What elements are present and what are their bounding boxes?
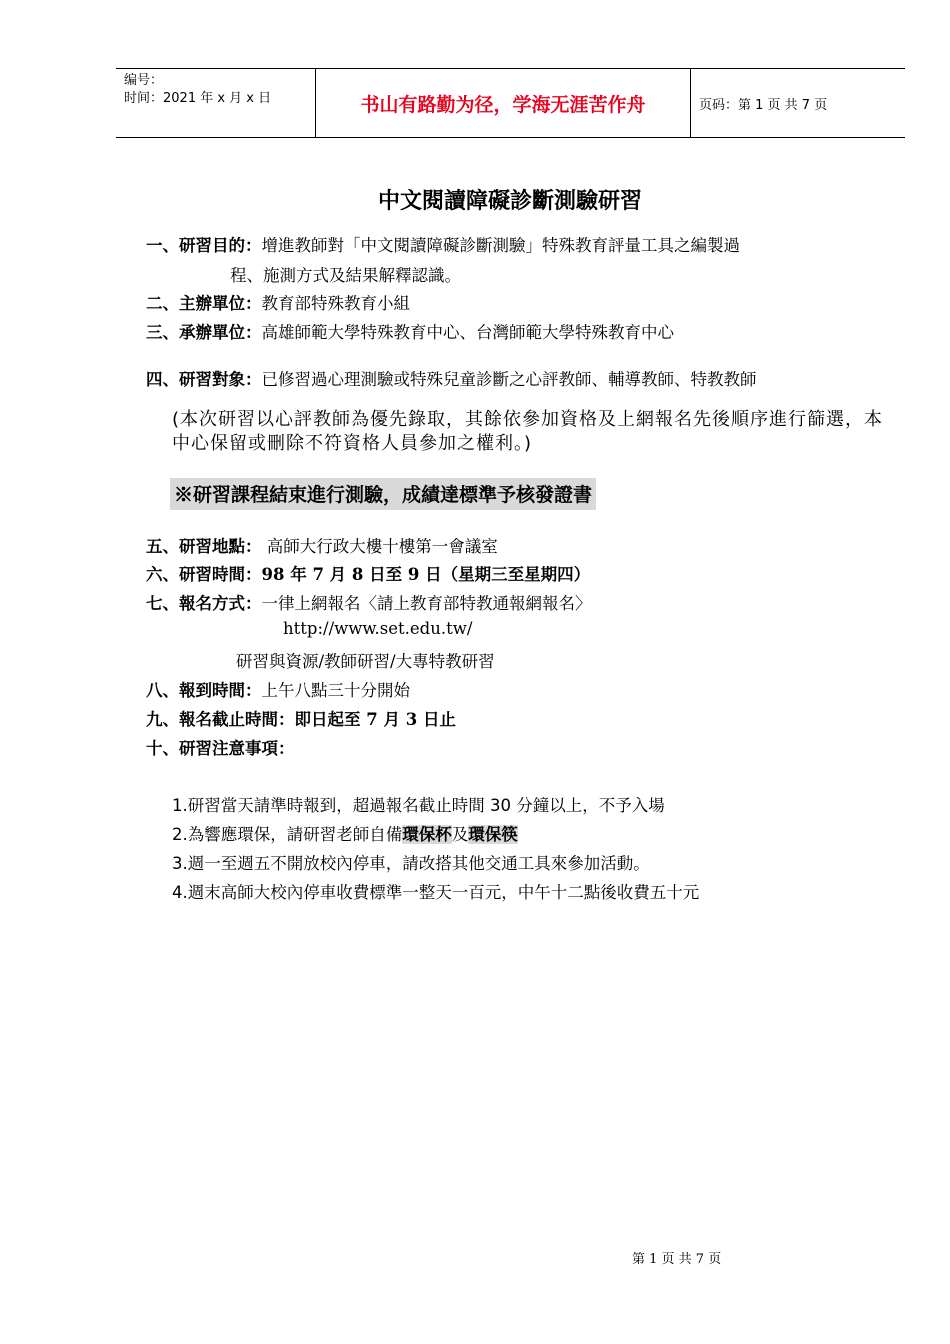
document-title: 中文閱讀障礙診斷測驗研習 [377, 188, 642, 214]
section-checkin [146, 677, 410, 701]
header-page-cell [691, 69, 905, 137]
section-text: 增進教師對「中文閱讀障礙診斷測驗」特殊教育評量工具之編製過 [261, 236, 740, 255]
registration-path: 研習與資源/教師研習/大專特教研習 [236, 652, 495, 671]
section-co-organizer [146, 319, 674, 343]
number-label: 编号： [124, 73, 164, 88]
section-label: 十、研習注意事項： [146, 739, 295, 758]
notice-item-4: 4.週末高師大校內停車收費標準一整天一百元，中午十二點後收費五十元 [172, 883, 700, 902]
page-info: 页码：第 1 页 共 7 页 [699, 97, 828, 113]
section-text: 98 年 7 月 8 日至 9 日（星期三至星期四） [261, 565, 591, 584]
notice-text: 2.為響應環保，請研習老師自備 [172, 825, 403, 844]
section-text: 教育部特殊教育小組 [261, 294, 410, 313]
section-label: 八、報到時間： [146, 681, 262, 700]
notice-item-2 [172, 821, 518, 845]
notice-highlight-chopsticks: 環保筷 [468, 825, 518, 844]
section-text: 上午八點三十分開始 [261, 681, 410, 700]
section-label: 五、研習地點： [146, 537, 262, 556]
registration-url[interactable]: http://www.set.edu.tw/ [283, 619, 473, 638]
eligibility-note: (本次研習以心評教師為優先錄取，其餘依參加資格及上網報名先後順序進行篩選，本中心保留或刪除不符資格人員參加之權利。) [172, 409, 884, 454]
section-text: 即日起至 7 月 3 日止 [294, 710, 456, 729]
motto: 书山有路勤为径，学海无涯苦作舟 [360, 93, 646, 116]
notice-item-1: 1.研習當天請準時報到，超過報名截止時間 30 分鐘以上，不予入場 [172, 796, 665, 815]
section-label: 四、研習對象： [146, 370, 262, 389]
section-text: 一律上網報名〈請上教育部特教通報網報名〉 [261, 594, 592, 613]
section-registration [146, 590, 592, 614]
section-text: 高雄師範大學特殊教育中心、台灣師範大學特殊教育中心 [261, 323, 674, 342]
time-label: 时间：2021 年 x 月 x 日 [124, 91, 272, 106]
section-label: 九、報名截止時間： [146, 710, 295, 729]
section-location [146, 533, 498, 557]
section-label: 三、承辦單位： [146, 323, 262, 342]
section-label: 二、主辦單位： [146, 294, 262, 313]
page-footer: 第 1 页 共 7 页 [632, 1252, 722, 1267]
section-text: 程、施測方式及結果解釋認識。 [230, 266, 461, 285]
section-deadline [146, 706, 456, 730]
section-target [146, 366, 757, 390]
header-meta-cell [116, 69, 316, 137]
section-label: 一、研習目的： [146, 236, 262, 255]
section-text: 高師大行政大樓十樓第一會議室 [266, 537, 498, 556]
section-organizer [146, 290, 410, 314]
notice-text: 及 [451, 825, 469, 844]
header-table [116, 68, 905, 138]
certificate-banner: ※研習課程結束進行測驗，成績達標準予核發證書 [170, 478, 596, 510]
notice-item-3: 3.週一至週五不開放校內停車，請改搭其他交通工具來參加活動。 [172, 854, 650, 873]
section-time [146, 561, 590, 585]
section-text: 已修習過心理測驗或特殊兒童診斷之心評教師、輔導教師、特教教師 [261, 370, 757, 389]
section-notices [146, 735, 295, 759]
section-purpose-cont [230, 262, 461, 286]
header-motto-cell [316, 69, 691, 137]
section-label: 七、報名方式： [146, 594, 262, 613]
section-label: 六、研習時間： [146, 565, 262, 584]
section-purpose [146, 232, 740, 256]
notice-highlight-cup: 環保杯 [402, 825, 452, 844]
